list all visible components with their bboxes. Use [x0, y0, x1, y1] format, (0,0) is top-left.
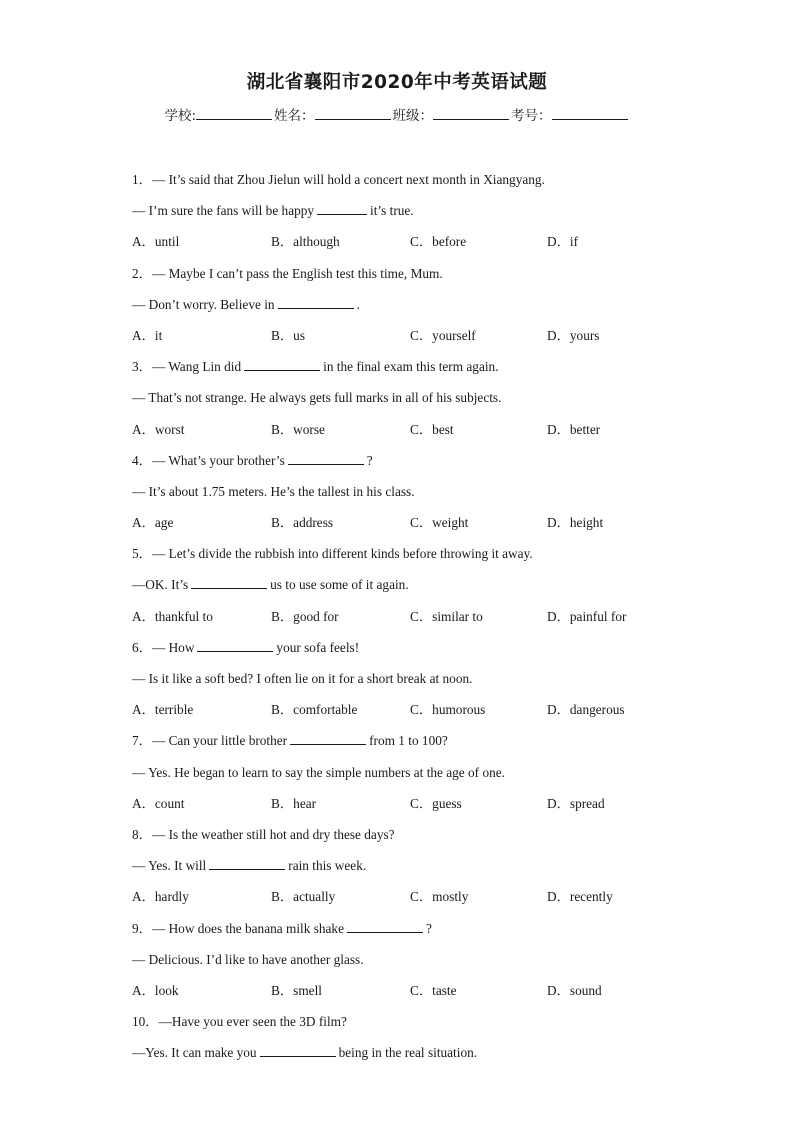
- option-d[interactable]: D．dangerous: [547, 702, 625, 718]
- response-text: — I’m sure the fans will be happy: [132, 203, 315, 219]
- name-blank[interactable]: [315, 107, 391, 120]
- answer-blank[interactable]: [244, 357, 320, 371]
- school-blank[interactable]: [196, 107, 272, 120]
- option-d[interactable]: D．height: [547, 515, 604, 531]
- option-a[interactable]: A．terrible: [132, 702, 194, 718]
- answer-blank[interactable]: [209, 856, 285, 870]
- option-d[interactable]: D．if: [547, 234, 579, 250]
- option-b[interactable]: B．although: [271, 234, 340, 250]
- options-row: [132, 420, 692, 451]
- page-title: 湖北省襄阳市2020年中考英语试题: [246, 72, 548, 93]
- question-text: 8．— Is the weather still hot and dry these days?: [132, 826, 395, 842]
- question-line: [132, 919, 692, 950]
- option-c[interactable]: C．weight: [410, 515, 469, 531]
- response-text: —OK. It’s: [132, 577, 189, 593]
- options-row: [132, 981, 692, 1012]
- option-d[interactable]: D．recently: [547, 889, 613, 905]
- response-line: [132, 201, 692, 232]
- exam-number-label: 考号：: [511, 108, 552, 124]
- response-text-after: us to use some of it again.: [270, 577, 409, 593]
- option-a[interactable]: A．it: [132, 327, 163, 343]
- response-text: —Yes. It can make you: [132, 1045, 257, 1061]
- question-line: [132, 544, 692, 575]
- question-line: [132, 825, 692, 856]
- answer-blank[interactable]: [290, 731, 366, 745]
- school-label: 学校:: [164, 108, 197, 124]
- answer-blank[interactable]: [197, 638, 273, 652]
- option-c[interactable]: C．similar to: [410, 608, 483, 624]
- option-d[interactable]: D．sound: [547, 982, 602, 998]
- answer-blank[interactable]: [191, 575, 267, 589]
- question-line: [132, 638, 692, 669]
- options-row: [132, 887, 692, 918]
- response-text-after: being in the real situation.: [338, 1045, 478, 1061]
- option-b[interactable]: B．comfortable: [271, 702, 358, 718]
- option-c[interactable]: C．best: [410, 421, 454, 437]
- question-text-after: in the final exam this term again.: [323, 359, 499, 375]
- response-text-after: it’s true.: [370, 203, 414, 219]
- options-row: [132, 326, 692, 357]
- question-text: 6．— How: [132, 639, 195, 655]
- question-text: 3．— Wang Lin did: [132, 359, 242, 375]
- question-text: 5．— Let’s divide the rubbish into different kinds before throwing it away.: [132, 546, 533, 562]
- question-line: [132, 357, 692, 388]
- response-text-after: rain this week.: [288, 858, 367, 874]
- question-line: [132, 264, 692, 295]
- options-row: [132, 607, 692, 638]
- option-d[interactable]: D．spread: [547, 795, 605, 811]
- question-line: [132, 170, 692, 201]
- question-text-after: from 1 to 100?: [369, 733, 448, 749]
- option-d[interactable]: D．painful for: [547, 608, 627, 624]
- answer-blank[interactable]: [260, 1043, 336, 1057]
- question-text: 1．— It’s said that Zhou Jielun will hold a concert next month in Xiangyang.: [132, 172, 545, 187]
- response-text: — Don’t worry. Believe in: [132, 296, 275, 312]
- response-line: [132, 950, 692, 981]
- option-c[interactable]: C．before: [410, 234, 467, 250]
- question-text: 9．— How does the banana milk shake: [132, 920, 344, 936]
- option-b[interactable]: B．smell: [271, 982, 322, 998]
- response-line: [132, 575, 692, 606]
- option-d[interactable]: D．yours: [547, 327, 600, 343]
- option-b[interactable]: B．address: [271, 515, 334, 531]
- option-b[interactable]: B．good for: [271, 608, 339, 624]
- option-c[interactable]: C．yourself: [410, 327, 476, 343]
- question-text-after: ?: [366, 452, 373, 468]
- answer-blank[interactable]: [347, 919, 423, 933]
- exam-number-blank[interactable]: [552, 107, 628, 120]
- response-line: [132, 856, 692, 887]
- option-a[interactable]: A．thankful to: [132, 608, 213, 624]
- options-row: [132, 794, 692, 825]
- option-b[interactable]: B．worse: [271, 421, 325, 437]
- response-line: [132, 763, 692, 794]
- question-line: [132, 731, 692, 762]
- question-text-after: ?: [425, 920, 432, 936]
- option-b[interactable]: B．hear: [271, 795, 317, 811]
- option-a[interactable]: A．worst: [132, 421, 185, 437]
- option-c[interactable]: C．humorous: [410, 702, 486, 718]
- option-b[interactable]: B．us: [271, 327, 305, 343]
- answer-blank[interactable]: [317, 201, 367, 215]
- option-b[interactable]: B．actually: [271, 889, 336, 905]
- question-text-after: your sofa feels!: [276, 639, 360, 655]
- option-a[interactable]: A．until: [132, 234, 180, 250]
- option-a[interactable]: A．count: [132, 795, 185, 811]
- options-row: [132, 700, 692, 731]
- response-line: [132, 482, 692, 513]
- response-line: [132, 1043, 692, 1074]
- response-line: [132, 669, 692, 700]
- option-a[interactable]: A．look: [132, 982, 179, 998]
- student-info-line: [0, 104, 794, 124]
- question-text: 7．— Can your little brother: [132, 733, 288, 749]
- question-line: [132, 1012, 692, 1043]
- response-text: — It’s about 1.75 meters. He’s the tallest in his class.: [132, 483, 415, 499]
- options-row: [132, 513, 692, 544]
- question-text: 4．— What’s your brother’s: [132, 452, 285, 468]
- answer-blank[interactable]: [278, 295, 354, 309]
- response-text: — Yes. He began to learn to say the simple numbers at the age of one.: [132, 764, 505, 780]
- question-line: [132, 451, 692, 482]
- response-text: — Is it like a soft bed? I often lie on it for a short break at noon.: [132, 671, 473, 686]
- question-list: [132, 170, 692, 1074]
- response-text: — That’s not strange. He always gets full marks in all of his subjects.: [132, 390, 502, 406]
- option-a[interactable]: A．age: [132, 515, 174, 531]
- response-text: — Yes. It will: [132, 858, 207, 874]
- class-label: 班级：: [392, 108, 434, 124]
- name-label: 姓名：: [274, 108, 315, 124]
- response-text-after: .: [356, 296, 360, 312]
- option-c[interactable]: C．guess: [410, 795, 462, 811]
- question-text: 10．—Have you ever seen the 3D film?: [132, 1014, 347, 1030]
- response-line: [132, 295, 692, 326]
- question-text: 2．— Maybe I can’t pass the English test this time, Mum.: [132, 265, 443, 281]
- class-blank[interactable]: [433, 107, 509, 120]
- answer-blank[interactable]: [288, 451, 364, 465]
- response-line: [132, 388, 692, 419]
- response-text: — Delicious. I’d like to have another glass.: [132, 951, 364, 967]
- option-d[interactable]: D．better: [547, 421, 601, 437]
- options-row: [132, 232, 692, 263]
- option-c[interactable]: C．mostly: [410, 889, 469, 905]
- option-a[interactable]: A．hardly: [132, 889, 189, 905]
- option-c[interactable]: C．taste: [410, 982, 457, 998]
